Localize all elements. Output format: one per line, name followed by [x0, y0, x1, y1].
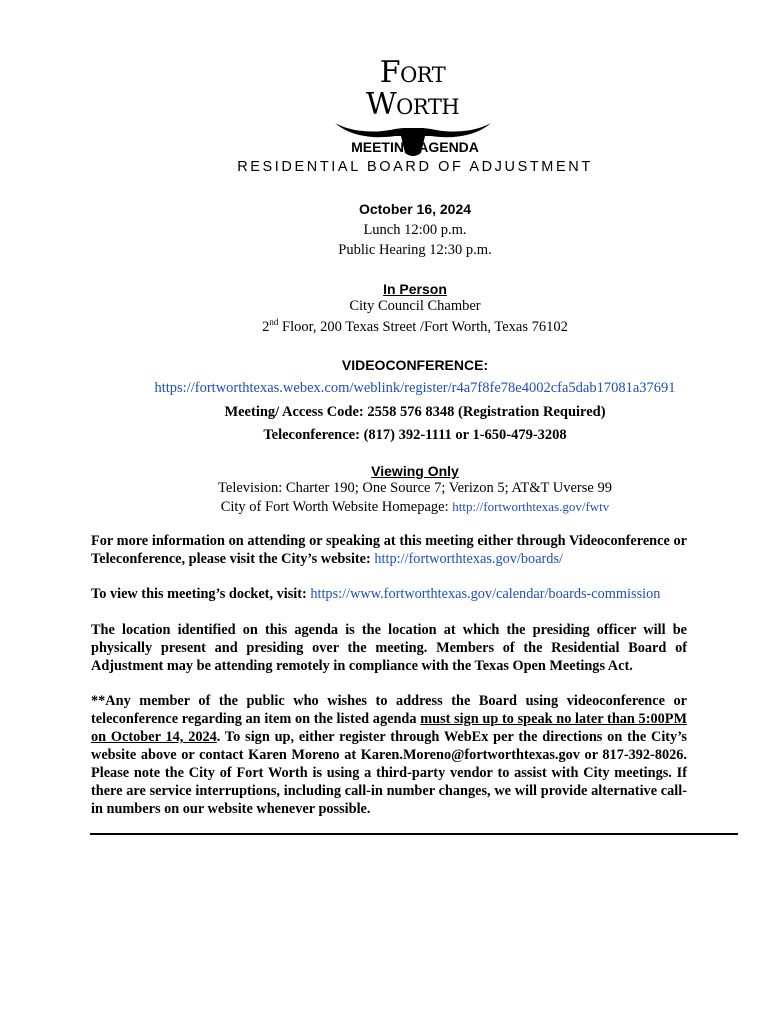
info-text: For more information on attending or speaking at this meeting either through Videoconference or Teleconference, please visit the City’s website:: [91, 533, 687, 567]
signup-paragraph: [91, 692, 687, 818]
venue: City Council Chamber: [349, 298, 481, 314]
docket-paragraph: [91, 585, 731, 603]
docket-text: To view this meeting’s docket, visit:: [91, 586, 311, 602]
agenda-title: MEETING AGENDA: [351, 139, 479, 155]
bottom-divider: [90, 833, 738, 835]
meeting-date: October 16, 2024: [358, 201, 472, 217]
viewing-only-heading: Viewing Only: [371, 463, 459, 479]
teleconference-numbers: Teleconference: (817) 392-1111 or 1-650-479-3208: [263, 427, 567, 443]
videoconference-heading: VIDEOCONFERENCE:: [341, 357, 489, 373]
location-notice: The location identified on this agenda is the location at which the presiding officer will be physically present and presiding over the meeting. Members of the Residential Board of Adjustment may be attending remotely in compliance with the Texas Open Meetings Act.: [91, 622, 687, 674]
access-code: Meeting/ Access Code: 2558 576 8348 (Registration Required): [224, 404, 606, 420]
website-homepage-label: City of Fort Worth Website Homepage:: [220, 499, 453, 515]
logo-text: Fort Worth: [365, 55, 460, 122]
signup-lead: **Any member of the public who wishes to address the Board using videoconference or teleconference regarding an item on the listed agenda: [91, 693, 687, 727]
in-person-heading: In Person: [383, 281, 447, 297]
floor-number: 2: [262, 318, 270, 335]
address-line: [0, 317, 770, 336]
docket-link[interactable]: https://www.fortworthtexas.gov/calendar/boards-commission: [310, 586, 661, 602]
street-address: Floor, 200 Texas Street /Fort Worth, Texas 76102: [278, 318, 568, 335]
board-name: RESIDENTIAL BOARD OF ADJUSTMENT: [237, 159, 593, 175]
fwtv-link[interactable]: http://fortworthtexas.gov/fwtv: [452, 499, 610, 514]
floor-suffix: nd: [269, 317, 279, 327]
webex-link[interactable]: https://fortworthtexas.webex.com/weblink/register/r4a7f8fe78e4002cfa5dab17081a37691: [154, 380, 676, 396]
signup-rest: . To sign up, either register through WebEx per the directions on the City’s website above or contact Karen Moreno at Karen.Moreno@fortworthtexas.gov or 817-392-8026. Please note the City of Fort Worth is using a third-party vendor to assist with City meetings. If there are service interruptions, including call-in number changes, we will provide alternative call-in numbers on our website whenever possible.: [91, 729, 687, 817]
info-paragraph: [91, 532, 687, 568]
boards-link[interactable]: http://fortworthtexas.gov/boards/: [374, 551, 563, 567]
signup-deadline: must sign up to speak no later than 5:00PM on October 14, 2024: [91, 711, 687, 745]
website-homepage-line: [0, 499, 770, 516]
webex-link-line: [0, 380, 770, 397]
television-channels: Television: Charter 190; One Source 7; Verizon 5; AT&T Uverse 99: [218, 480, 612, 496]
lunch-time: Lunch 12:00 p.m.: [363, 222, 467, 238]
hearing-time: Public Hearing 12:30 p.m.: [338, 242, 492, 258]
